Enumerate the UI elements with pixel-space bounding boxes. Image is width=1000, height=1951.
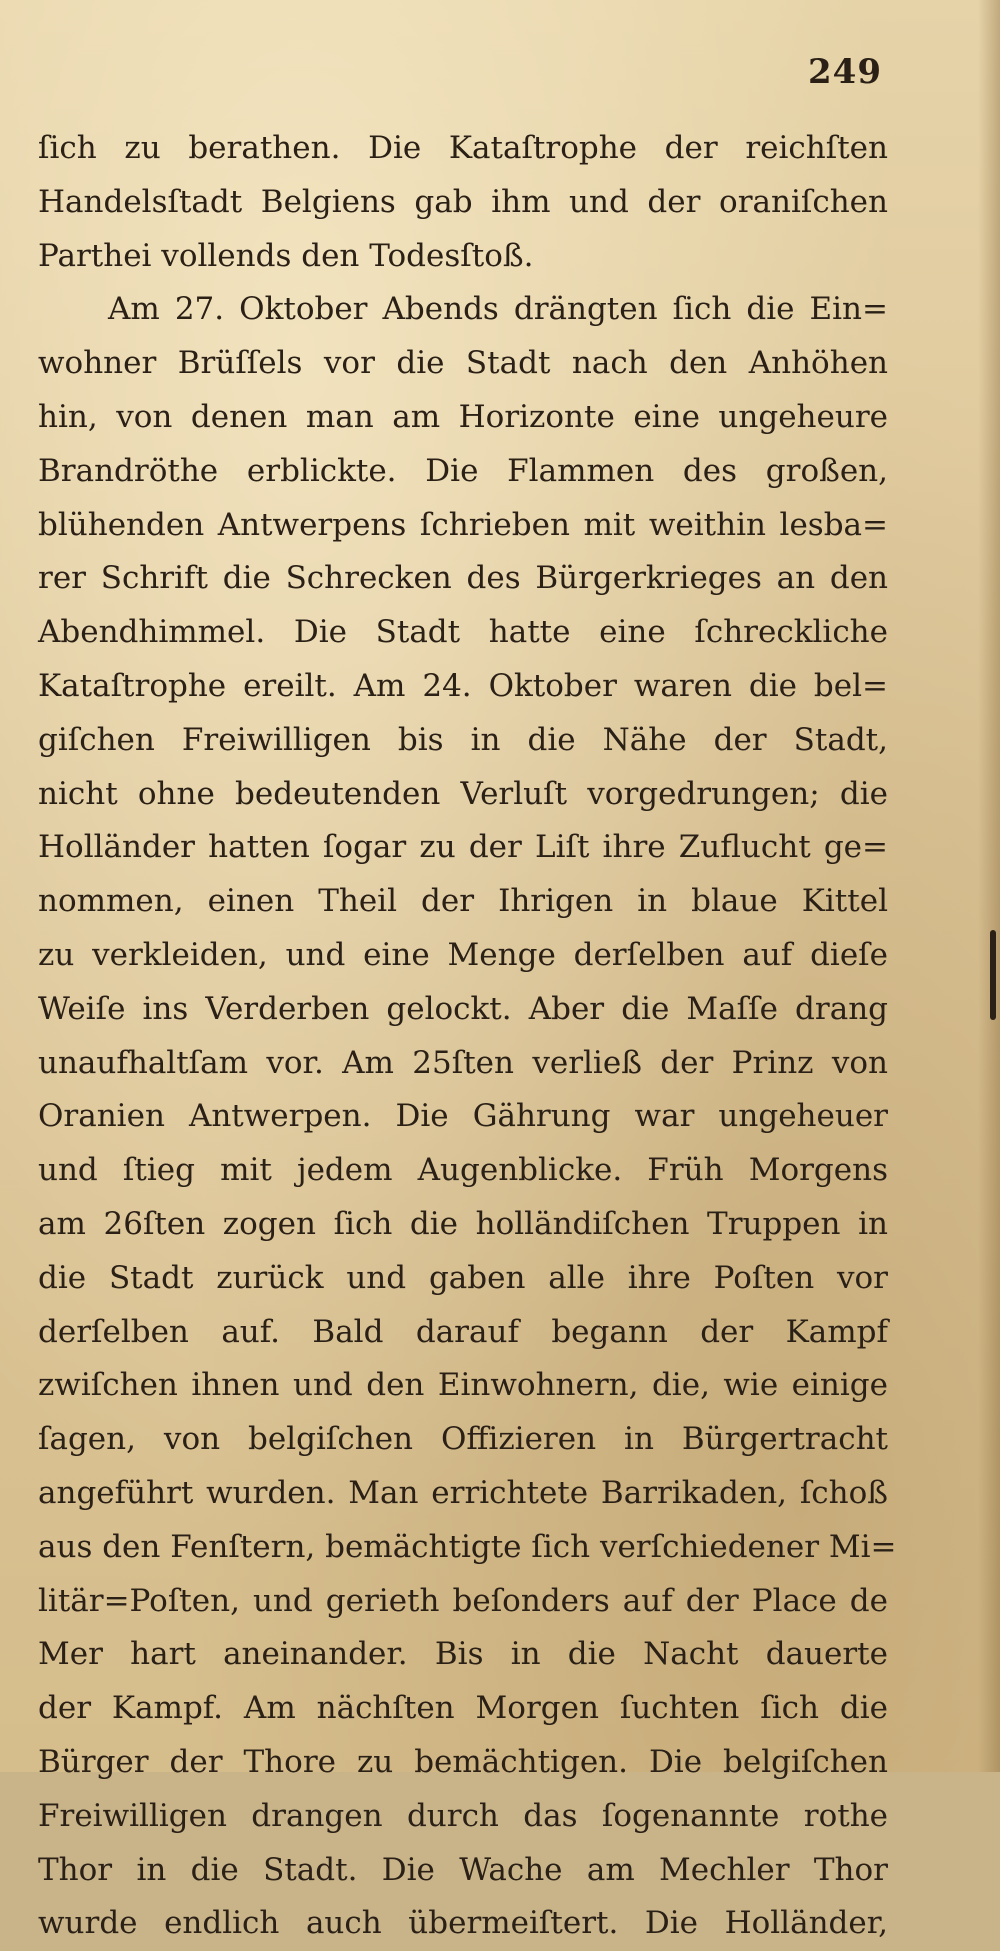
text-line: angeführt wurden. Man errichtete Barrikaden, ſchoß [38, 1474, 888, 1511]
text-line: litär=Poſten, und gerieth beſonders auf der Place de [38, 1582, 888, 1619]
text-line: nommen, einen Theil der Ihrigen in blaue Kittel [38, 883, 888, 920]
text-line: rer Schrift die Schrecken des Bürgerkrieges an den [38, 560, 888, 597]
text-line: die Stadt zurück und gaben alle ihre Poſten vor [38, 1259, 888, 1296]
page-edge-mark [990, 930, 996, 1020]
text-line: Thor in die Stadt. Die Wache am Mechler Thor [38, 1851, 888, 1888]
text-line: ſich zu berathen. Die Kataſtrophe der reichſten [38, 130, 888, 166]
text-line: Handelsſtadt Belgiens gab ihm und der oraniſchen [38, 183, 888, 220]
text-line: Parthei vollends den Todesſtoß. [38, 237, 534, 274]
text-line: zu verkleiden, und eine Menge derſelben auf dieſe [38, 936, 888, 973]
text-line: am 26ſten zogen ſich die holländiſchen Truppen in [38, 1205, 888, 1242]
text-line: hin, von denen man am Horizonte eine ungeheure [38, 398, 888, 435]
text-line: der Kampf. Am nächſten Morgen ſuchten ſich die [38, 1690, 888, 1727]
text-line: Oranien Antwerpen. Die Gährung war ungeheuer [38, 1098, 888, 1135]
text-line: Kataſtrophe ereilt. Am 24. Oktober waren die bel= [38, 667, 888, 704]
text-line: Mer hart aneinander. Bis in die Nacht dauerte [38, 1636, 888, 1673]
text-line: Am 27. Oktober Abends drängten ſich die Ein= [108, 291, 888, 328]
text-line: und ſtieg mit jedem Augenblicke. Früh Morgens [38, 1152, 888, 1189]
text-line: Weiſe ins Verderben gelockt. Aber die Maſſe drang [38, 990, 888, 1027]
text-line: zwiſchen ihnen und den Einwohnern, die, wie einige [38, 1367, 888, 1404]
text-line: giſchen Freiwilligen bis in die Nähe der Stadt, [38, 721, 888, 758]
text-line: Freiwilligen drangen durch das ſogenannte rothe [38, 1797, 888, 1834]
text-line: nicht ohne bedeutenden Verluſt vorgedrungen; die [38, 775, 888, 812]
text-line: wurde endlich auch übermeiſtert. Die Holländer, [38, 1905, 888, 1942]
text-line: unaufhaltſam vor. Am 25ſten verließ der Prinz von [38, 1044, 888, 1081]
text-line: Abendhimmel. Die Stadt hatte eine ſchreckliche [38, 614, 888, 651]
text-line: ſagen, von belgiſchen Offizieren in Bürgertracht [38, 1421, 888, 1458]
page-number: 249 [808, 52, 882, 92]
text-line: Holländer hatten ſogar zu der Liſt ihre Zuflucht ge= [38, 829, 888, 866]
text-line: derſelben auf. Bald darauf begann der Kampf [38, 1313, 888, 1350]
text-line: Brandröthe erblickte. Die Flammen des großen, [38, 452, 888, 489]
body-text [38, 122, 897, 1951]
text-line: wohner Brüſſels vor die Stadt nach den Anhöhen [38, 345, 888, 382]
text-line: blühenden Antwerpens ſchrieben mit weithin lesba= [38, 506, 888, 543]
text-line: aus den Fenſtern, bemächtigte ſich verſchiedener Mi= [38, 1528, 897, 1565]
text-line: Bürger der Thore zu bemächtigen. Die belgiſchen [38, 1743, 888, 1780]
page-edge-shadow [978, 0, 1000, 1772]
